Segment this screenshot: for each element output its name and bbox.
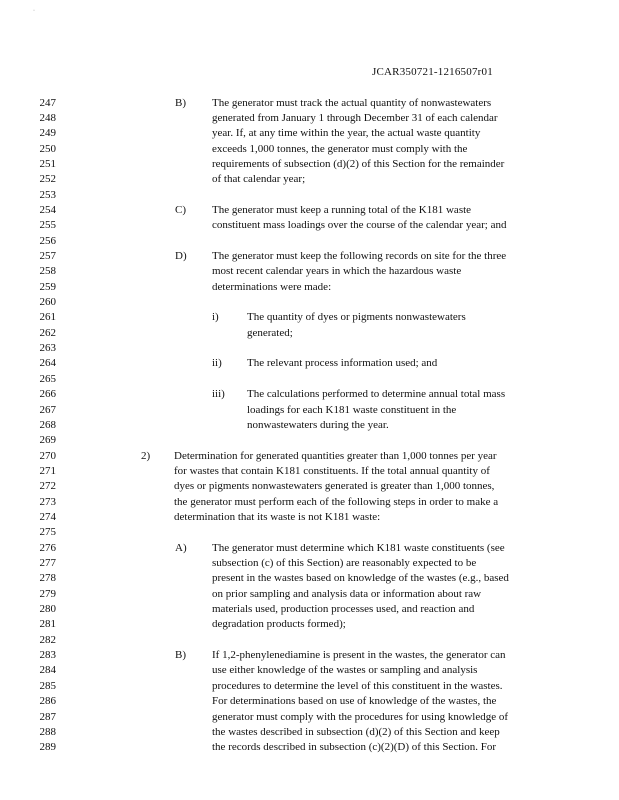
document-line: [0, 96, 619, 111]
document-line: [0, 403, 619, 418]
line-text: The generator must track the actual quantity of nonwastewaters: [212, 96, 492, 109]
line-text: The generator must keep a running total of the K181 waste: [212, 203, 472, 216]
line-number: 266: [39, 388, 56, 401]
line-number: 256: [39, 234, 56, 247]
line-number: 288: [39, 725, 56, 738]
list-marker: B): [175, 649, 186, 662]
scan-speck: ·: [33, 8, 35, 14]
document-line: [0, 541, 619, 556]
document-line: [0, 280, 619, 295]
list-marker: B): [175, 96, 186, 109]
document-line: [0, 556, 619, 571]
document-line: [0, 218, 619, 233]
line-text: The calculations performed to determine annual total mass: [247, 388, 506, 401]
line-text: The quantity of dyes or pigments nonwastewaters: [247, 311, 466, 324]
document-line: [0, 249, 619, 264]
line-number: 280: [39, 603, 56, 616]
line-number: 252: [39, 173, 56, 186]
line-number: 282: [39, 633, 56, 646]
document-line: [0, 326, 619, 341]
line-number: 286: [39, 695, 56, 708]
list-marker: iii): [212, 388, 225, 401]
document-line: [0, 617, 619, 632]
line-number: 263: [39, 342, 56, 355]
document-line: [0, 372, 619, 387]
line-text: loadings for each K181 waste constituent in the: [247, 403, 457, 416]
line-number: 273: [39, 495, 56, 508]
line-number: 257: [39, 250, 56, 262]
document-line: [0, 341, 619, 356]
document-line: [0, 740, 619, 755]
document-line: [0, 571, 619, 586]
line-number: 251: [39, 157, 56, 170]
line-text: year. If, at any time within the year, the actual waste quantity: [212, 127, 481, 140]
document-line: [0, 479, 619, 494]
document-line: [0, 203, 619, 218]
document-line: [0, 387, 619, 402]
line-text: The generator must determine which K181 waste constituents (see: [212, 541, 505, 554]
line-number: 272: [39, 480, 56, 493]
line-text: for wastes that contain K181 constituents. If the total annual quantity of: [174, 464, 490, 477]
document-line: [0, 679, 619, 694]
document-id-header: JCAR350721-1216507r01: [372, 66, 493, 78]
line-number: 254: [39, 203, 56, 216]
line-text: If 1,2-phenylenediamine is present in the wastes, the generator can: [212, 649, 506, 662]
line-number: 265: [39, 372, 56, 385]
document-line: [0, 694, 619, 709]
line-number: 275: [39, 526, 56, 539]
document-line: [0, 663, 619, 678]
line-text: constituent mass loadings over the course of the calendar year; and: [212, 219, 507, 232]
line-text: nonwastewaters during the year.: [247, 418, 389, 431]
list-marker: ii): [212, 357, 222, 370]
line-text: The relevant process information used; and: [247, 357, 438, 370]
document-line: [0, 295, 619, 310]
line-text: Determination for generated quantities greater than 1,000 tonnes per year: [174, 449, 497, 462]
line-text: determinations were made:: [212, 280, 332, 293]
line-text: the records described in subsection (c)(2)(D) of this Section. For: [212, 741, 497, 754]
line-number: 270: [39, 449, 56, 462]
line-number: 267: [39, 403, 56, 416]
line-number: 258: [39, 265, 56, 278]
document-line: [0, 710, 619, 725]
document-line: [0, 418, 619, 433]
document-line: [0, 525, 619, 540]
line-number: 271: [39, 464, 56, 477]
list-marker: i): [212, 311, 219, 324]
document-line: [0, 172, 619, 187]
line-number: 249: [39, 127, 56, 140]
line-text: on prior sampling and analysis data or information about raw: [212, 587, 482, 600]
list-marker: 2): [141, 449, 151, 462]
line-number: 284: [39, 664, 56, 677]
line-number: 283: [39, 649, 56, 662]
line-text: degradation products formed);: [212, 618, 346, 631]
line-text: generated;: [247, 326, 293, 339]
line-text: procedures to determine the level of this constituent in the wastes.: [212, 679, 503, 692]
line-text: exceeds 1,000 tonnes, the generator must comply with the: [212, 142, 468, 155]
line-text: generator must comply with the procedures for using knowledge of: [212, 710, 509, 723]
line-number: 285: [39, 679, 56, 692]
line-text: the wastes described in subsection (d)(2) of this Section and keep: [212, 725, 500, 738]
line-text: materials used, production processes used, and reaction and: [212, 603, 475, 616]
document-line: [0, 433, 619, 448]
line-number: 274: [39, 510, 56, 523]
line-text: generated from January 1 through December 31 of each calendar: [212, 111, 498, 124]
document-line: [0, 234, 619, 249]
document-line: [0, 725, 619, 740]
line-number: 278: [39, 572, 56, 585]
line-text: use either knowledge of the wastes or sampling and analysis: [212, 664, 478, 677]
document-line: [0, 157, 619, 172]
line-number: 253: [39, 188, 56, 201]
line-number: 259: [39, 280, 56, 293]
document-line: [0, 495, 619, 510]
line-text: determination that its waste is not K181 waste:: [174, 510, 381, 523]
line-number: 255: [39, 219, 56, 232]
line-number: 260: [39, 296, 56, 309]
line-number: 276: [39, 541, 56, 554]
line-text: dyes or pigments nonwastewaters generated is greater than 1,000 tonnes,: [174, 480, 495, 493]
line-text: of that calendar year;: [212, 173, 306, 186]
document-line: [0, 464, 619, 479]
document-line: [0, 188, 619, 203]
line-number: 281: [39, 618, 56, 631]
document-line: [0, 449, 619, 464]
line-number: 268: [39, 418, 56, 431]
document-line: [0, 510, 619, 525]
document-line: [0, 356, 619, 371]
document-line: [0, 587, 619, 602]
line-number: 247: [39, 96, 56, 109]
document-line: [0, 633, 619, 648]
document-line: [0, 111, 619, 126]
line-text: subsection (c) of this Section) are reasonably expected to be: [212, 557, 477, 569]
document-line: [0, 142, 619, 157]
list-marker: A): [175, 541, 187, 554]
line-text: most recent calendar years in which the hazardous waste: [212, 265, 462, 278]
line-number: 269: [39, 434, 56, 447]
line-number: 277: [39, 557, 56, 569]
line-number: 279: [39, 587, 56, 600]
line-number: 262: [39, 326, 56, 339]
line-text: the generator must perform each of the following steps in order to make a: [174, 495, 499, 508]
document-line: [0, 602, 619, 617]
list-marker: C): [175, 203, 186, 216]
document-line: [0, 310, 619, 325]
line-text: For determinations based on use of knowledge of the wastes, the: [212, 695, 497, 708]
list-marker: D): [175, 250, 187, 262]
line-number: 261: [39, 311, 56, 324]
line-number: 289: [39, 741, 56, 754]
line-number: 248: [39, 111, 56, 124]
line-number: 287: [39, 710, 56, 723]
line-text: present in the wastes based on knowledge of the wastes (e.g., based: [212, 572, 509, 585]
line-text: requirements of subsection (d)(2) of this Section for the remainder: [212, 157, 505, 170]
document-line: [0, 126, 619, 141]
line-number: 250: [39, 142, 56, 155]
document-line: [0, 264, 619, 279]
document-line: [0, 648, 619, 663]
line-text: The generator must keep the following records on site for the three: [212, 250, 507, 262]
line-number: 264: [39, 357, 56, 370]
